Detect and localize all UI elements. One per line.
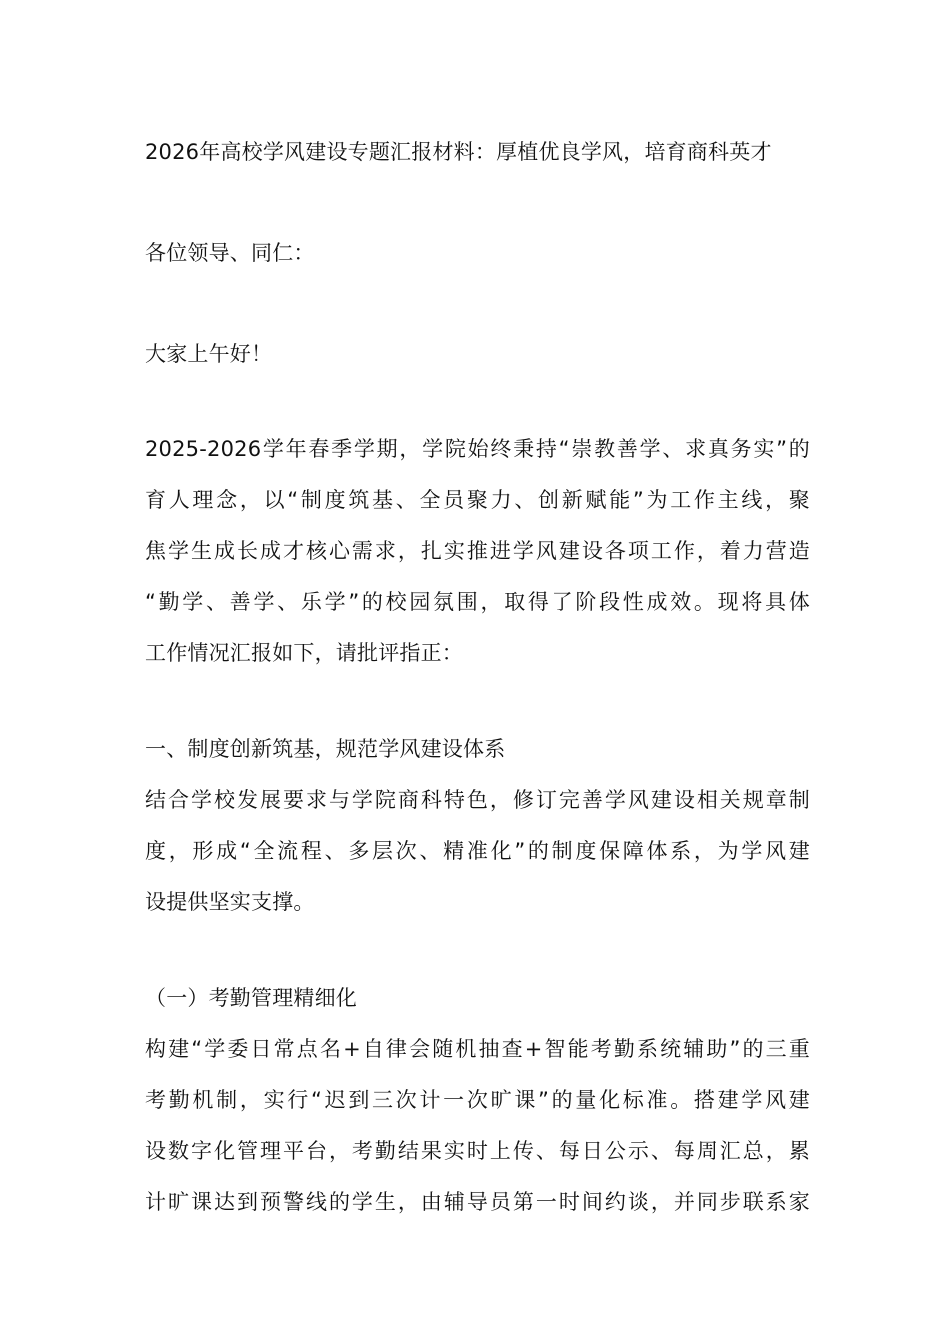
subsection-heading: （一）考勤管理精细化 bbox=[145, 986, 357, 1010]
subsection-paragraph-line: 构建“学委日常点名+自律会随机抽查+智能考勤系统辅助”的三重 bbox=[145, 1037, 810, 1061]
greeting: 大家上午好！ bbox=[145, 342, 273, 366]
intro-line: 2025-2026学年春季学期，学院始终秉持“崇教善学、求真务实”的 bbox=[145, 437, 810, 461]
section-paragraph-line: 度，形成“全流程、多层次、精准化”的制度保障体系，为学风建 bbox=[145, 839, 810, 863]
salutation: 各位领导、同仁： bbox=[145, 241, 315, 265]
section-paragraph-line: 设提供坚实支撑。 bbox=[145, 890, 315, 914]
intro-line: 育人理念，以“制度筑基、全员聚力、创新赋能”为工作主线，聚 bbox=[145, 488, 810, 512]
section-paragraph-line: 结合学校发展要求与学院商科特色，修订完善学风建设相关规章制 bbox=[145, 788, 810, 812]
subsection-paragraph-line: 考勤机制，实行“迟到三次计一次旷课”的量化标准。搭建学风建 bbox=[145, 1088, 810, 1112]
intro-line: 工作情况汇报如下，请批评指正： bbox=[145, 641, 463, 665]
intro-line: 焦学生成长成才核心需求，扎实推进学风建设各项工作，着力营造 bbox=[145, 539, 810, 563]
subsection-paragraph-line: 设数字化管理平台，考勤结果实时上传、每日公示、每周汇总，累 bbox=[145, 1139, 810, 1163]
subsection-paragraph-line: 计旷课达到预警线的学生，由辅导员第一时间约谈，并同步联系家 bbox=[145, 1190, 810, 1214]
intro-line: “勤学、善学、乐学”的校园氛围，取得了阶段性成效。现将具体 bbox=[145, 590, 810, 614]
document-title: 2026年高校学风建设专题汇报材料：厚植优良学风，培育商科英才 bbox=[145, 140, 772, 164]
section-heading: 一、制度创新筑基，规范学风建设体系 bbox=[145, 737, 506, 761]
